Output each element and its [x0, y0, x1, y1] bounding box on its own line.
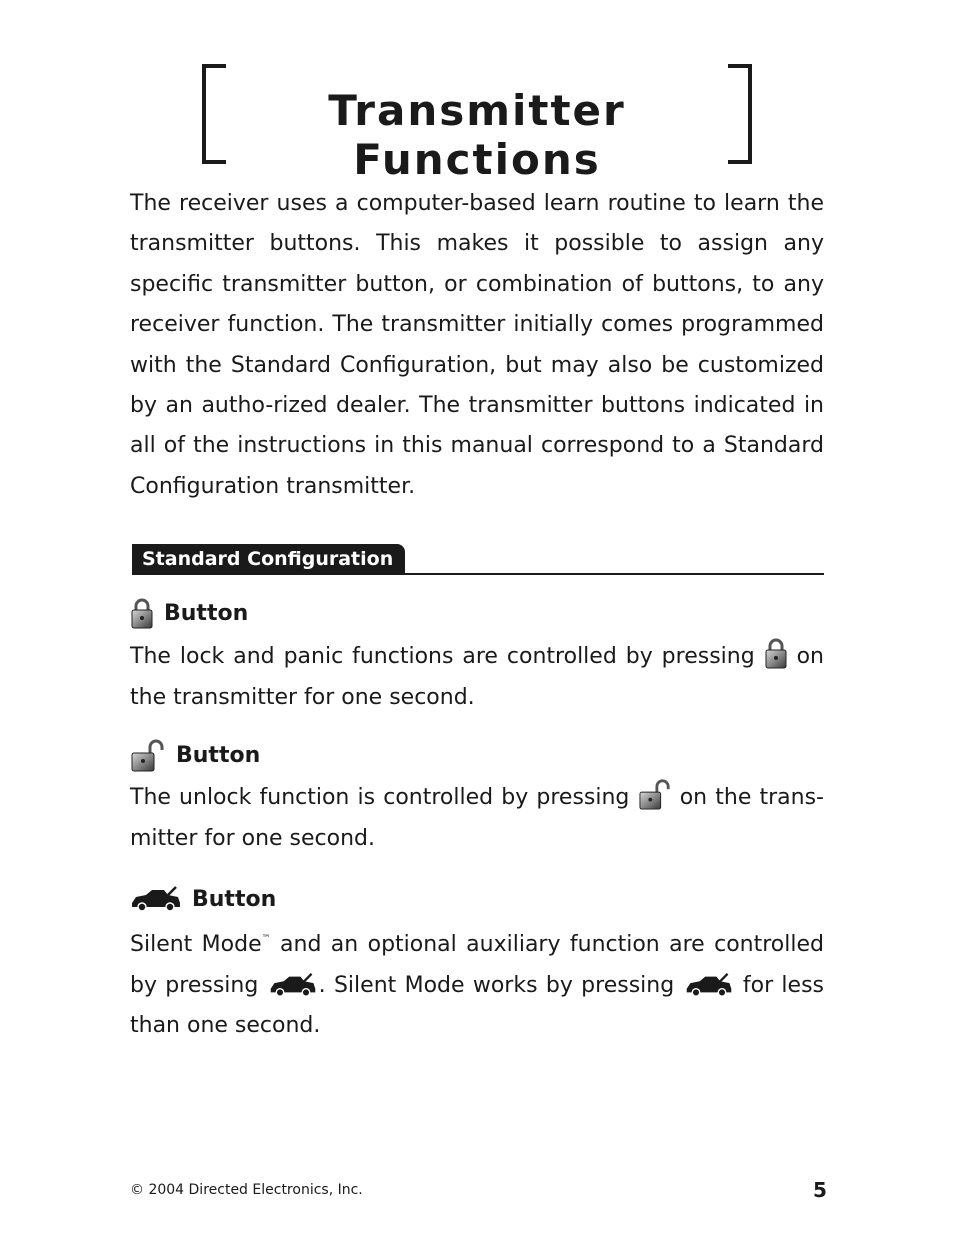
car-button-heading [130, 885, 276, 913]
lock-button-label: Button [164, 600, 249, 626]
car-description [130, 919, 824, 1047]
unlock-description [130, 778, 824, 859]
section-heading: Standard Configuration [132, 544, 405, 574]
car-text-4: for less than one second. [130, 972, 825, 1038]
car-trunk-icon [130, 885, 182, 913]
silent-mode-term: Silent Mode [130, 932, 262, 957]
car-trunk-icon [267, 972, 319, 998]
unlock-icon [130, 738, 166, 772]
unlock-text-after: on the trans-mitter for one second. [130, 785, 824, 851]
lock-description [130, 637, 824, 718]
copyright-footer: © 2004 Directed Electronics, Inc. [130, 1182, 363, 1198]
unlock-text-before: The unlock function is controlled by pressing [130, 785, 630, 810]
car-text-2: and an optional auxiliary function are controlled by pressing [130, 932, 824, 998]
lock-text-after: on the transmitter for one second. [130, 644, 824, 710]
car-text-3: . Silent Mode works by pressing [318, 972, 675, 998]
car-trunk-icon [683, 972, 735, 998]
page-title: Transmitter Functions [328, 86, 626, 184]
lock-icon [130, 597, 154, 629]
trademark-symbol: ™ [261, 934, 271, 944]
lock-button-heading [130, 597, 248, 629]
page-number: 5 [813, 1178, 827, 1202]
page-title-block [202, 64, 752, 184]
unlock-button-label: Button [176, 742, 261, 768]
car-button-label: Button [192, 886, 277, 912]
lock-text-before: The lock and panic functions are controlled by pressing [130, 644, 755, 669]
unlock-button-heading [130, 738, 260, 772]
intro-paragraph: The receiver uses a computer-based learn routine to learn the transmitter buttons. This makes it possible to assign any specific transmitter button, or combination of buttons, to any receiver function. The transmitter initially comes programmed with the Standard Configuration, but may also be customized by an autho-rized dealer. The transmitter buttons indicated in all of the instructions in this manual correspond to a Standard Configuration transmitter. [130, 191, 824, 499]
section-divider [132, 573, 824, 575]
lock-icon [764, 637, 788, 669]
unlock-icon [638, 778, 672, 810]
